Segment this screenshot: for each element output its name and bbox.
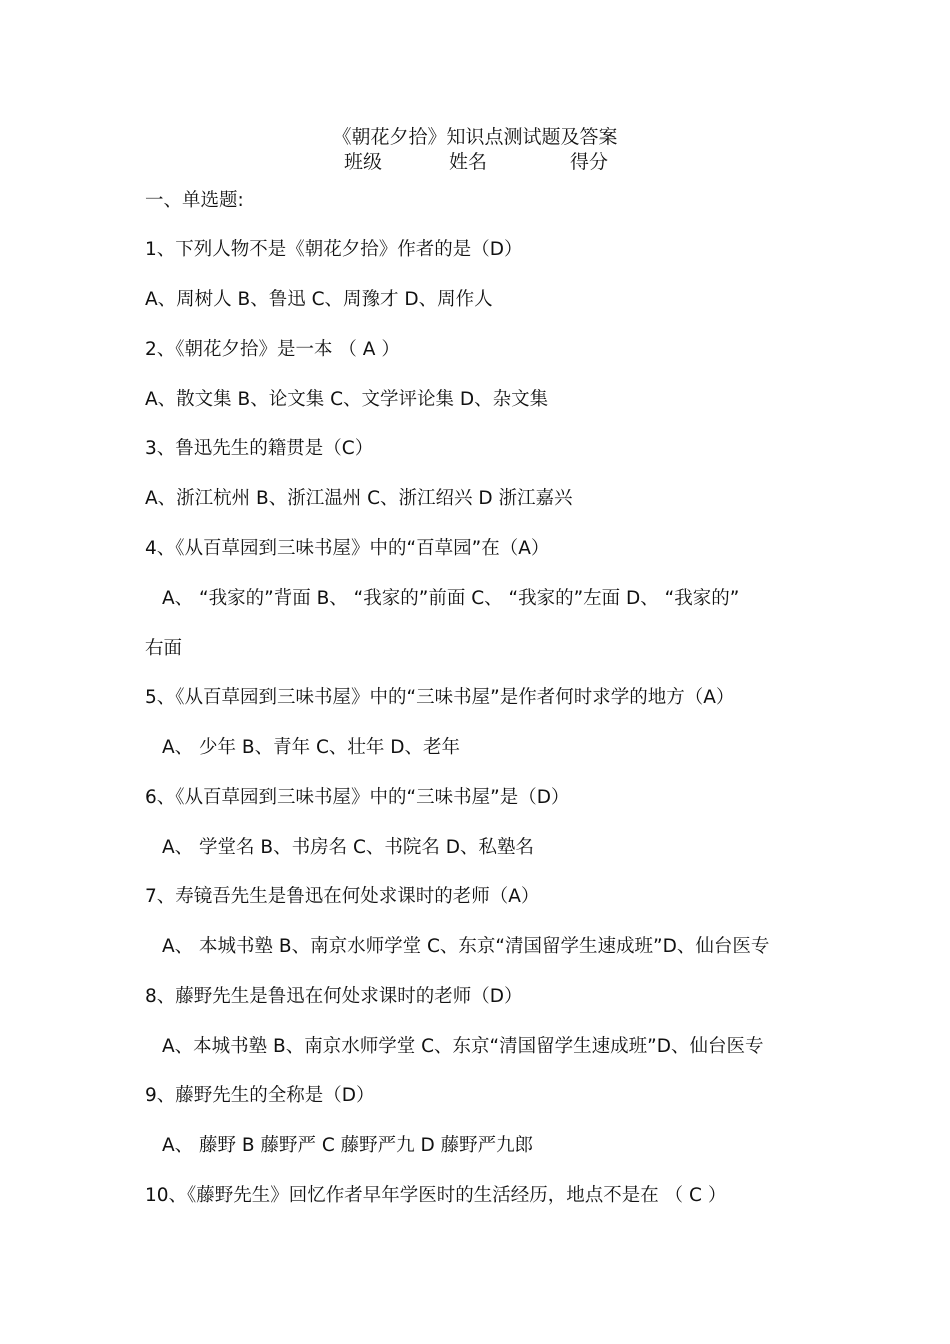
student-info-row — [0, 150, 950, 176]
question-6-options: A、 学堂名 B、书房名 C、书院名 D、私塾名 — [162, 837, 535, 858]
score-label: 得分 — [570, 151, 609, 173]
question-5: 5、《从百草园到三味书屋》中的“三味书屋”是作者何时求学的地方（A） — [145, 687, 735, 708]
question-1: 1、下列人物不是《朝花夕拾》作者的是（D） — [145, 239, 523, 260]
question-10: 10、《藤野先生》回忆作者早年学医时的生活经历，地点不是在 （ C ） — [145, 1185, 727, 1206]
question-7: 7、寿镜吾先生是鲁迅在何处求课时的老师（A） — [145, 886, 540, 907]
question-9-options: A、 藤野 B 藤野严 C 藤野严九 D 藤野严九郎 — [162, 1135, 534, 1156]
section-heading: 一、单选题: — [145, 190, 244, 211]
class-label: 班级 — [344, 151, 383, 173]
question-4: 4、《从百草园到三味书屋》中的“百草园”在（A） — [145, 538, 550, 559]
question-2: 2、《朝花夕拾》是一本 （ A ） — [145, 339, 400, 360]
document-title: 《朝花夕拾》知识点测试题及答案 — [332, 126, 618, 148]
question-8: 8、藤野先生是鲁迅在何处求课时的老师（D） — [145, 986, 523, 1007]
question-9: 9、藤野先生的全称是（D） — [145, 1085, 375, 1106]
name-label: 姓名 — [449, 151, 488, 173]
question-8-options: A、本城书塾 B、南京水师学堂 C、东京“清国留学生速成班”D、仙台医专 — [162, 1036, 764, 1057]
question-7-options: A、 本城书塾 B、南京水师学堂 C、东京“清国留学生速成班”D、仙台医专 — [162, 936, 770, 957]
question-5-options: A、 少年 B、青年 C、壮年 D、老年 — [162, 737, 461, 758]
question-4-options: A、 “我家的”背面 B、 “我家的”前面 C、 “我家的”左面 D、 “我家的” — [162, 588, 740, 609]
question-3-options: A、浙江杭州 B、浙江温州 C、浙江绍兴 D 浙江嘉兴 — [145, 488, 573, 509]
question-3: 3、鲁迅先生的籍贯是（C） — [145, 438, 374, 459]
question-4-options-continued: 右面 — [145, 638, 183, 659]
question-2-options: A、散文集 B、论文集 C、文学评论集 D、杂文集 — [145, 389, 549, 410]
question-1-options: A、周树人 B、鲁迅 C、周豫才 D、周作人 — [145, 289, 493, 310]
question-6: 6、《从百草园到三味书屋》中的“三味书屋”是（D） — [145, 787, 570, 808]
